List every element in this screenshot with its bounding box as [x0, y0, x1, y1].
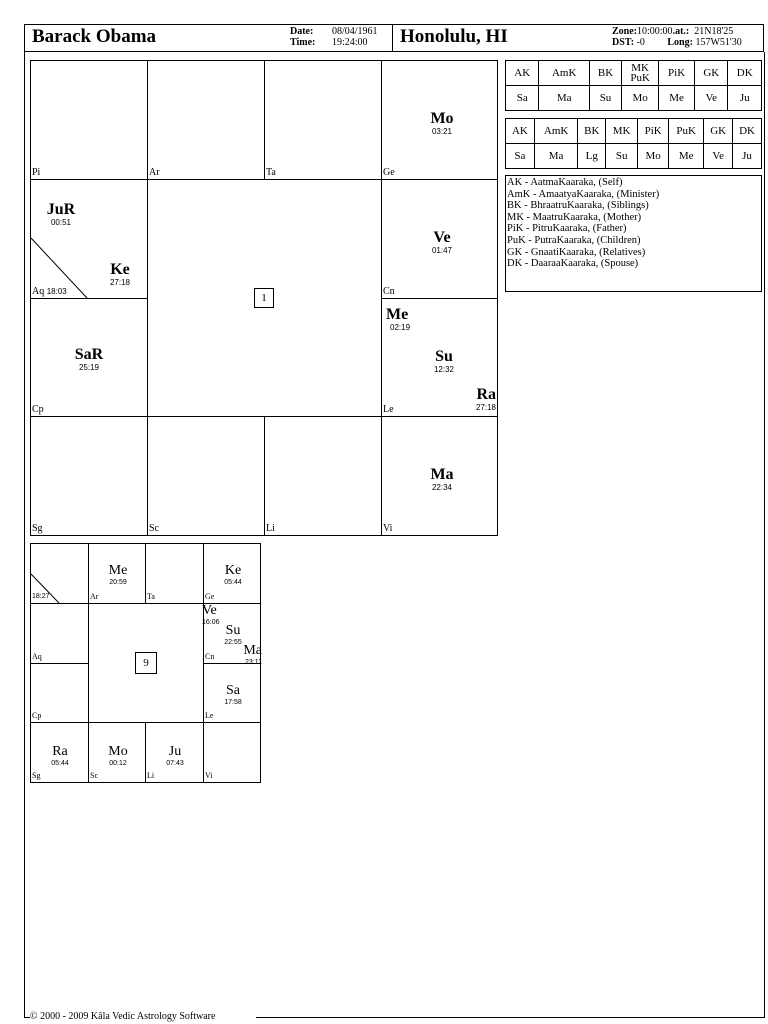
- sign-label-text: Aq: [32, 286, 45, 297]
- legend-item: MK - MaatruKaaraka, (Mother): [507, 211, 642, 223]
- planet-me: [99, 564, 137, 587]
- sign-label: Ge: [205, 592, 215, 601]
- sign-label: Aq: [32, 652, 42, 661]
- dst-label: DST:: [612, 37, 635, 48]
- karaka-cell: Me: [669, 144, 704, 169]
- navamsa-house-vi: [203, 722, 261, 783]
- navamsa-house-ar: [88, 543, 146, 604]
- time-value: 19:24:00: [332, 37, 368, 48]
- karaka-legend: [505, 175, 762, 292]
- karaka-cell: MK: [606, 119, 638, 144]
- planet-me: [386, 307, 418, 333]
- karaka-cell: Mo: [622, 86, 659, 111]
- planet-name: Mo: [430, 110, 454, 127]
- karaka-cell: Ve: [695, 86, 728, 111]
- rasi-house-vi: [381, 416, 498, 536]
- rasi-house-ar: [147, 60, 265, 180]
- sign-label: Cn: [205, 652, 215, 661]
- planet-name: Ra: [476, 386, 496, 403]
- sign-label: Ge: [383, 167, 395, 178]
- sign-label: Sc: [90, 771, 98, 780]
- date-value: 08/04/1961: [332, 26, 378, 37]
- navamsa-house-ta: [145, 543, 204, 604]
- sign-label: Cn: [383, 286, 395, 297]
- planet-degree: 00:12: [109, 760, 127, 767]
- lat-label: .at.:: [672, 26, 690, 37]
- karaka-cell: Me: [659, 86, 695, 111]
- karaka-cell: Ju: [728, 86, 762, 111]
- legend-item: AmK - AmaatyaKaaraka, (Minister): [507, 188, 660, 200]
- navamsa-house-ge: [203, 543, 261, 604]
- rasi-house-aq: [30, 179, 148, 299]
- dst-value: -0: [636, 37, 645, 48]
- karaka-cell: Mo: [638, 144, 669, 169]
- long-value: 157W51'30: [695, 37, 742, 48]
- birth-place: Honolulu, HI: [400, 26, 508, 47]
- planet-name: Me: [386, 306, 409, 323]
- karaka-cell: Sa: [506, 144, 535, 169]
- planet-sa: [67, 347, 111, 373]
- planet-degree: 03:21: [431, 127, 453, 136]
- planet-degree: 17:58: [224, 699, 242, 706]
- planet-degree: 22:55: [224, 639, 242, 646]
- rasi-center: [147, 179, 382, 417]
- legend-item: PuK - PutraKaaraka, (Children): [507, 234, 641, 246]
- planet-name: Sa: [226, 683, 240, 698]
- planet-degree: 05:44: [224, 579, 242, 586]
- legend-item: AK - AatmaKaaraka, (Self): [507, 177, 623, 188]
- planet-ve: [202, 604, 222, 627]
- planet-ke: [101, 262, 139, 288]
- navamsa-house-cn: [203, 603, 261, 664]
- planet-name: Su: [225, 623, 241, 638]
- navamsa-house-cp: [30, 663, 89, 723]
- sign-label: Ta: [147, 592, 155, 601]
- planet-degree: 22:34: [431, 483, 453, 492]
- center-number: 9: [135, 652, 157, 674]
- sign-label: Cp: [32, 711, 42, 720]
- sign-label: Li: [147, 771, 155, 780]
- rasi-house-cp: [30, 298, 148, 417]
- planet-ve: [422, 230, 462, 256]
- karaka-cell: AK: [506, 119, 535, 144]
- long-label: Long:: [667, 37, 693, 48]
- rasi-house-ge: [381, 60, 498, 180]
- header-divider: [392, 24, 393, 52]
- planet-ra: [41, 745, 79, 768]
- planet-mo: [99, 745, 137, 768]
- karaka-cell: DK: [728, 61, 762, 86]
- karaka-cell: DK: [733, 119, 762, 144]
- planet-name: Ke: [110, 261, 130, 278]
- karaka-cell: PiK: [659, 61, 695, 86]
- planet-name: Ma: [430, 466, 454, 483]
- karaka-table-8: [505, 118, 762, 169]
- karaka-cell: Ma: [534, 144, 577, 169]
- sign-label: Le: [205, 711, 214, 720]
- planet-ju: [156, 745, 194, 768]
- karaka-cell: PiK: [638, 119, 669, 144]
- rasi-house-li: [264, 416, 382, 536]
- planet-name: Ke: [224, 563, 242, 578]
- karaka-cell: Su: [606, 144, 638, 169]
- planet-su: [426, 349, 462, 375]
- zone-block: [612, 26, 742, 48]
- sign-label: Ar: [90, 592, 99, 601]
- karaka-cell: AmK: [539, 61, 589, 86]
- native-name: Barack Obama: [32, 26, 157, 47]
- lagna-degree: 18:27: [32, 593, 50, 600]
- planet-name: Ve: [433, 229, 451, 246]
- planet-mo: [422, 111, 462, 137]
- planet-name: Su: [435, 348, 453, 365]
- planet-name: Mo: [108, 744, 128, 759]
- karaka-cell: Sa: [506, 86, 539, 111]
- sign-label: Pi: [32, 167, 41, 178]
- karaka-table-7: [505, 60, 762, 111]
- zone-value: 10:00:00: [637, 26, 673, 37]
- planet-degree: 12:32: [433, 365, 455, 374]
- planet-degree: 02:19: [390, 323, 411, 332]
- sign-label: Vi: [205, 771, 213, 780]
- navamsa-house-li: [145, 722, 204, 783]
- sign-label: [32, 287, 67, 297]
- karaka-cell: AK: [506, 61, 539, 86]
- sign-label: Sg: [32, 523, 43, 534]
- planet-name: Ra: [52, 744, 68, 759]
- planet-degree: 00:51: [50, 218, 72, 227]
- rasi-house-ta: [264, 60, 382, 180]
- legend-list: [507, 177, 659, 270]
- karaka-cell: PuK: [669, 119, 704, 144]
- planet-name: Ve: [202, 603, 217, 618]
- planet-degree: 05:44: [51, 760, 69, 767]
- planet-ra: [464, 387, 496, 413]
- date-time-block: [290, 26, 378, 48]
- rasi-house-le: [381, 298, 498, 417]
- rasi-house-sg: [30, 416, 148, 536]
- zone-label: Zone:: [612, 26, 637, 37]
- legend-item: PiK - PitruKaaraka, (Father): [507, 223, 627, 235]
- karaka-cell: Lg: [578, 144, 606, 169]
- navamsa-house-sc: [88, 722, 146, 783]
- navamsa-center: [88, 603, 204, 723]
- karaka-cell: BK: [578, 119, 606, 144]
- date-label: Date:: [290, 26, 314, 37]
- planet-ke: [214, 564, 252, 587]
- rasi-house-pi: [30, 60, 148, 180]
- planet-sa: [214, 684, 252, 707]
- page-frame-right: [764, 52, 765, 1018]
- rasi-house-sc: [147, 416, 265, 536]
- planet-degree: 16:06: [202, 619, 220, 626]
- planet-degree: 27:18: [475, 403, 496, 412]
- karaka-cell: BK: [589, 61, 621, 86]
- planet-name: Me: [108, 563, 128, 578]
- page-frame-left: [24, 52, 25, 1018]
- planet-degree: 01:47: [431, 246, 453, 255]
- planet-degree: 25:19: [78, 363, 100, 372]
- rasi-house-cn: [381, 179, 498, 299]
- karaka-cell: Su: [589, 86, 621, 111]
- planet-ju: [37, 202, 85, 228]
- sign-label: Vi: [383, 523, 393, 534]
- karaka-header-row: [506, 61, 762, 86]
- sign-label: Sg: [32, 771, 41, 780]
- karaka-cell: Ju: [733, 144, 762, 169]
- lat-value: 21N18'25: [694, 26, 734, 37]
- karaka-cell: MK PuK: [622, 61, 659, 86]
- karaka-planet-row: [506, 86, 762, 111]
- planet-name: Ju: [168, 744, 182, 759]
- planet-degree: 07:43: [166, 760, 184, 767]
- planet-name: Ma: [243, 643, 262, 658]
- legend-item: GK - GnaatiKaaraka, (Relatives): [507, 246, 646, 258]
- center-number: 1: [254, 288, 274, 308]
- legend-item: DK - DaaraaKaaraka, (Spouse): [507, 258, 639, 270]
- karaka-planet-row: [506, 144, 762, 169]
- karaka-cell: GK: [695, 61, 728, 86]
- navamsa-house-pi: [30, 543, 89, 604]
- planet-ma: [422, 467, 462, 493]
- navamsa-house-sg: [30, 722, 89, 783]
- time-label: Time:: [290, 37, 316, 48]
- karaka-cell: GK: [704, 119, 733, 144]
- sign-label: Sc: [149, 523, 159, 534]
- planet-degree: 27:18: [109, 278, 131, 287]
- planet-degree: 23:11: [245, 659, 262, 666]
- footer-line-right: [256, 1017, 764, 1018]
- navamsa-house-aq: [30, 603, 89, 664]
- sign-label: Le: [383, 404, 394, 415]
- karaka-header-row: [506, 119, 762, 144]
- sign-label: Ar: [149, 167, 160, 178]
- karaka-cell: Ve: [704, 144, 733, 169]
- karaka-cell: AmK: [534, 119, 577, 144]
- planet-degree: 20:59: [109, 579, 127, 586]
- karaka-cell: Ma: [539, 86, 589, 111]
- legend-item: BK - BhraatruKaaraka, (Siblings): [507, 200, 649, 212]
- sign-label: Ta: [266, 167, 276, 178]
- lagna-degree: 18:03: [46, 287, 67, 296]
- navamsa-house-le: [203, 663, 261, 723]
- sign-label: Cp: [32, 404, 44, 415]
- copyright-footer: © 2000 - 2009 Kāla Vedic Astrology Software: [30, 1011, 216, 1022]
- planet-name: SaR: [74, 346, 104, 363]
- sign-label: Li: [266, 523, 275, 534]
- planet-name: JuR: [46, 201, 76, 218]
